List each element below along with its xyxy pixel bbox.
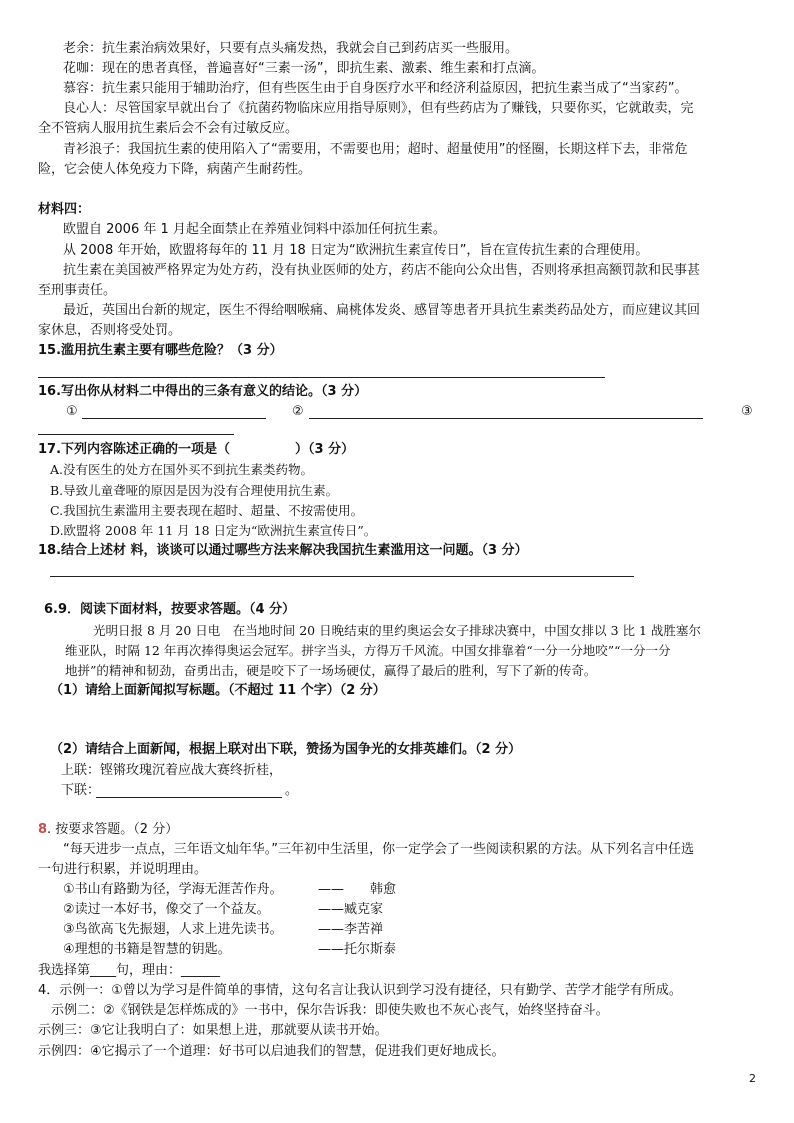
question-8 bbox=[38, 821, 178, 839]
dialogue-line-2: 花咖：现在的患者真怪，普遍喜好“三素一汤”，即抗生素、激素、维生素和打点滴。 bbox=[63, 61, 545, 76]
q16-answer-line-1[interactable] bbox=[82, 418, 266, 419]
dialogue-line-7: 险，它会使人体免疫力下降，病菌产生耐药性。 bbox=[38, 162, 312, 177]
q17-option-d: D.欧盟将 2008 年 11 月 18 日定为“欧洲抗生素宣传日”。 bbox=[50, 523, 377, 538]
couplet-upper: 上联：铿锵玫瑰沉着应战大赛终折桂， bbox=[61, 763, 283, 778]
quote-1-author: —— 韩愈 bbox=[318, 882, 397, 897]
material4-line-4: 至刑事责任。 bbox=[38, 283, 117, 298]
quote-2-author: ——臧克家 bbox=[318, 902, 384, 917]
q16-mark-2: ② bbox=[292, 404, 304, 419]
q17-option-a: A.没有医生的处方在国外买不到抗生素类药物。 bbox=[50, 462, 314, 477]
news-line-3: 地拼”的精神和韧劲，奋勇出击，硬是咬下了一场场硬仗，赢得了最后的胜利，写下了新的传奇。 bbox=[65, 663, 597, 678]
answer-example-4: 示例四：④它揭示了一个道理：好书可以启迪我们的智慧，促进我们更好地成长。 bbox=[38, 1044, 505, 1059]
q17-option-b: B.导致儿童聋哑的原因是因为没有合理使用抗生素。 bbox=[50, 483, 339, 498]
quote-1-text: ①书山有路勤为径，学海无涯苦作舟。 bbox=[63, 882, 283, 897]
material4-line-5: 最近，英国出台新的规定，医生不得给咽喉痛、扁桃体发炎、感冒等患者开具抗生素类药品处方，而应建议其回 bbox=[63, 303, 701, 318]
question-16: 16.写出你从材料二中得出的三条有意义的结论。（3 分） bbox=[38, 384, 368, 399]
question-8-number: 8 bbox=[38, 822, 48, 837]
q16-answer-line-3[interactable] bbox=[38, 434, 234, 435]
question-17: 17.下列内容陈述正确的一项是（ ）（3 分） bbox=[38, 442, 355, 457]
news-line-2: 维亚队，时隔 12 年再次捧得奥运会冠军。拼字当头，方得万千风流。中国女排靠着“一分一分地咬”“一分一分 bbox=[65, 643, 671, 658]
question-18: 18.结合上述材 料，谈谈可以通过哪些方法来解决我国抗生素滥用这一问题。（3 分） bbox=[38, 543, 528, 558]
couplet-end-mark: 。 bbox=[285, 783, 299, 798]
q18-answer-line[interactable] bbox=[50, 576, 634, 577]
material4-line-1: 欧盟自 2006 年 1 月起全面禁止在养殖业饲料中添加任何抗生素。 bbox=[63, 222, 446, 237]
q16-mark-3: ③ bbox=[741, 404, 753, 419]
question-6-part-2: （2）请结合上面新闻，根据上联对出下联，赞扬为国争光的女排英雄们。（2 分） bbox=[50, 742, 522, 757]
material4-heading: 材料四： bbox=[38, 202, 91, 217]
q8-intro-line-1: “每天进步一点点，三年语文灿年华。”三年初中生活里，你一定学会了一些阅读积累的方法。从下列名言中任选 bbox=[63, 842, 694, 857]
answer-example-1: 4．示例一：①曾以为学习是件简单的事情，这句名言让我认识到学习没有捷径，只有勤学、苦学才能学有所成。 bbox=[38, 983, 682, 998]
material4-line-6: 家休息，否则将受处罚。 bbox=[38, 323, 182, 338]
q15-answer-line[interactable] bbox=[38, 377, 605, 378]
quote-4-text: ④理想的书籍是智慧的钥匙。 bbox=[63, 942, 231, 957]
page-number: 2 bbox=[749, 1072, 756, 1085]
news-line-1: 光明日报 8 月 20 日电 在当地时间 20 日晚结束的里约奥运会女子排球决赛中，中国女排以 3 比 1 战胜塞尔 bbox=[93, 623, 701, 638]
dialogue-line-5: 全不管病人服用抗生素后会不会有过敏反应。 bbox=[38, 121, 299, 136]
question-15: 15.滥用抗生素主要有哪些危险？（3 分） bbox=[38, 343, 283, 358]
answer-example-3: 示例三：③它让我明白了：如果想上进，那就要从读书开始。 bbox=[38, 1023, 388, 1038]
question-6-part-1: （1）请给上面新闻拟写标题。（不超过 11 个字）（2 分） bbox=[50, 683, 386, 698]
question-8-text: . 按要求答题。（2 分） bbox=[47, 822, 179, 837]
quote-2-text: ②读过一本好书，像交了一个益友。 bbox=[63, 902, 270, 917]
couplet-lower-answer-line[interactable] bbox=[96, 797, 282, 798]
quote-4-author: ——托尔斯泰 bbox=[318, 942, 397, 957]
choose-sentence-line[interactable]: 我选择第____句，理由：______ bbox=[38, 963, 221, 978]
dialogue-line-6: 青衫浪子：我国抗生素的使用陷入了“需要用，不需要也用；超时、超量使用”的怪圈，长期这样下去，非常危 bbox=[63, 142, 688, 157]
q8-intro-line-2: 一句进行积累，并说明理由。 bbox=[38, 862, 208, 877]
material4-line-3: 抗生素在美国被严格界定为处方药，没有执业医师的处方，药店不能向公众出售，否则将承担高额罚款和民事甚 bbox=[63, 263, 701, 278]
q16-answer-line-2[interactable] bbox=[309, 418, 703, 419]
q17-option-c: C.我国抗生素滥用主要表现在超时、超量、不按需使用。 bbox=[50, 503, 364, 518]
quote-3-author: ——李苦禅 bbox=[318, 922, 384, 937]
material4-line-2: 从 2008 年开始，欧盟将每年的 11 月 18 日定为“欧洲抗生素宣传日”，旨在宣传抗生素的合理使用。 bbox=[63, 243, 649, 258]
dialogue-line-4: 良心人：尽管国家早就出台了《抗菌药物临床应用指导原则》，但有些药店为了赚钱，只要你买，它就敢卖，完 bbox=[63, 101, 694, 116]
q16-mark-1: ① bbox=[66, 404, 78, 419]
dialogue-line-3: 慕容：抗生素只能用于辅助治疗，但有些医生由于自身医疗水平和经济利益原因，把抗生素当成了“当家药”。 bbox=[63, 81, 688, 96]
question-6: 6.9．阅读下面材料，按要求答题。（4 分） bbox=[44, 602, 296, 617]
quote-3-text: ③鸟欲高飞先振翅，人求上进先读书。 bbox=[63, 922, 283, 937]
dialogue-line-1: 老余：抗生素治病效果好，只要有点头痛发热，我就会自己到药店买一些服用。 bbox=[63, 41, 519, 56]
answer-example-2: 示例二：②《钢铁是怎样炼成的》一书中，保尔告诉我：即使失败也不灰心丧气，始终坚持奋斗。 bbox=[38, 1003, 609, 1018]
couplet-lower-label: 下联： bbox=[61, 783, 101, 798]
